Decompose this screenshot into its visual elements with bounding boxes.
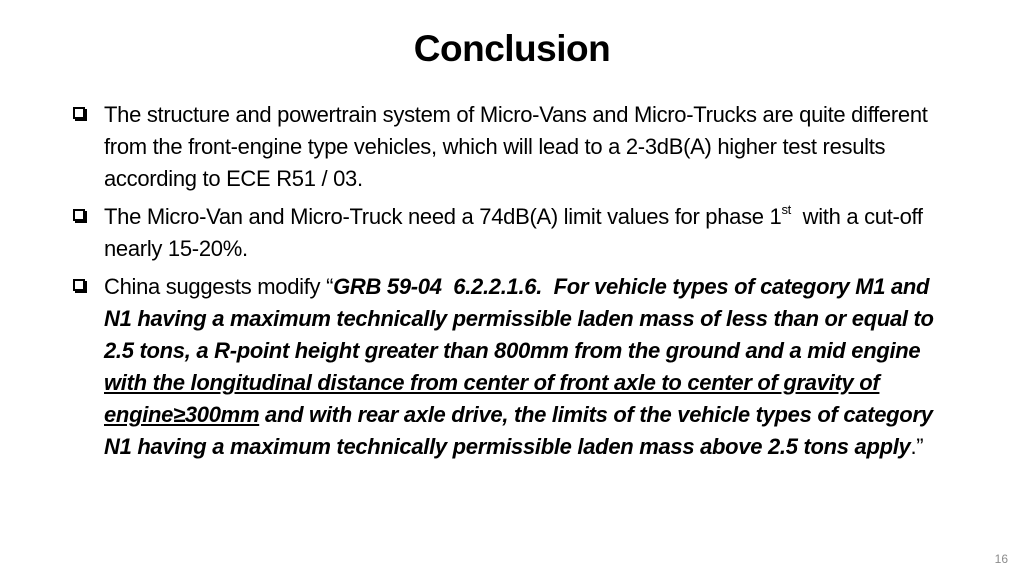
- bullet-2-text-after: with a cut-off nearly 15-20%.: [104, 204, 929, 261]
- bullet-3-quote-part2: and with rear axle drive, the limits of the vehicle types of category N1 having a maximum technically permissible laden mass above 2.5 tons apply: [104, 402, 933, 459]
- bullet-2-superscript: st: [781, 201, 791, 217]
- bullet-3-closing: .”: [910, 434, 924, 459]
- page-number: 16: [994, 552, 1008, 566]
- checkbox-bullet-icon: [73, 279, 85, 291]
- checkbox-bullet-icon: [73, 107, 85, 119]
- checkbox-bullet-icon: [73, 209, 85, 221]
- bullet-3-lead: China suggests modify “: [104, 274, 334, 299]
- bullet-3-quote-part1: GRB 59-04 6.2.2.1.6. For vehicle types of category M1 and N1 having a maximum technically permissible laden mass of less than or equal to 2.5 tons, a R-point height greater than 800mm from the ground and a mid engine: [104, 274, 940, 363]
- bullet-3-quote-underlined: with the longitudinal distance from center of front axle to center of gravity of engine≥300mm: [104, 370, 880, 427]
- slide-title: Conclusion: [413, 28, 611, 69]
- bullet-item-1: [70, 99, 950, 195]
- bullet-item-2: [70, 201, 950, 265]
- bullet-item-3: [70, 271, 950, 463]
- bullet-2-text-before: The Micro-Van and Micro-Truck need a 74dB(A) limit values for phase 1: [104, 204, 782, 229]
- bullet-list: [70, 99, 950, 469]
- bullet-1-text: The structure and powertrain system of Micro-Vans and Micro-Trucks are quite different from the front-engine type vehicles, which will lead to a 2-3dB(A) higher test results according to ECE R51 / 03.: [104, 102, 928, 191]
